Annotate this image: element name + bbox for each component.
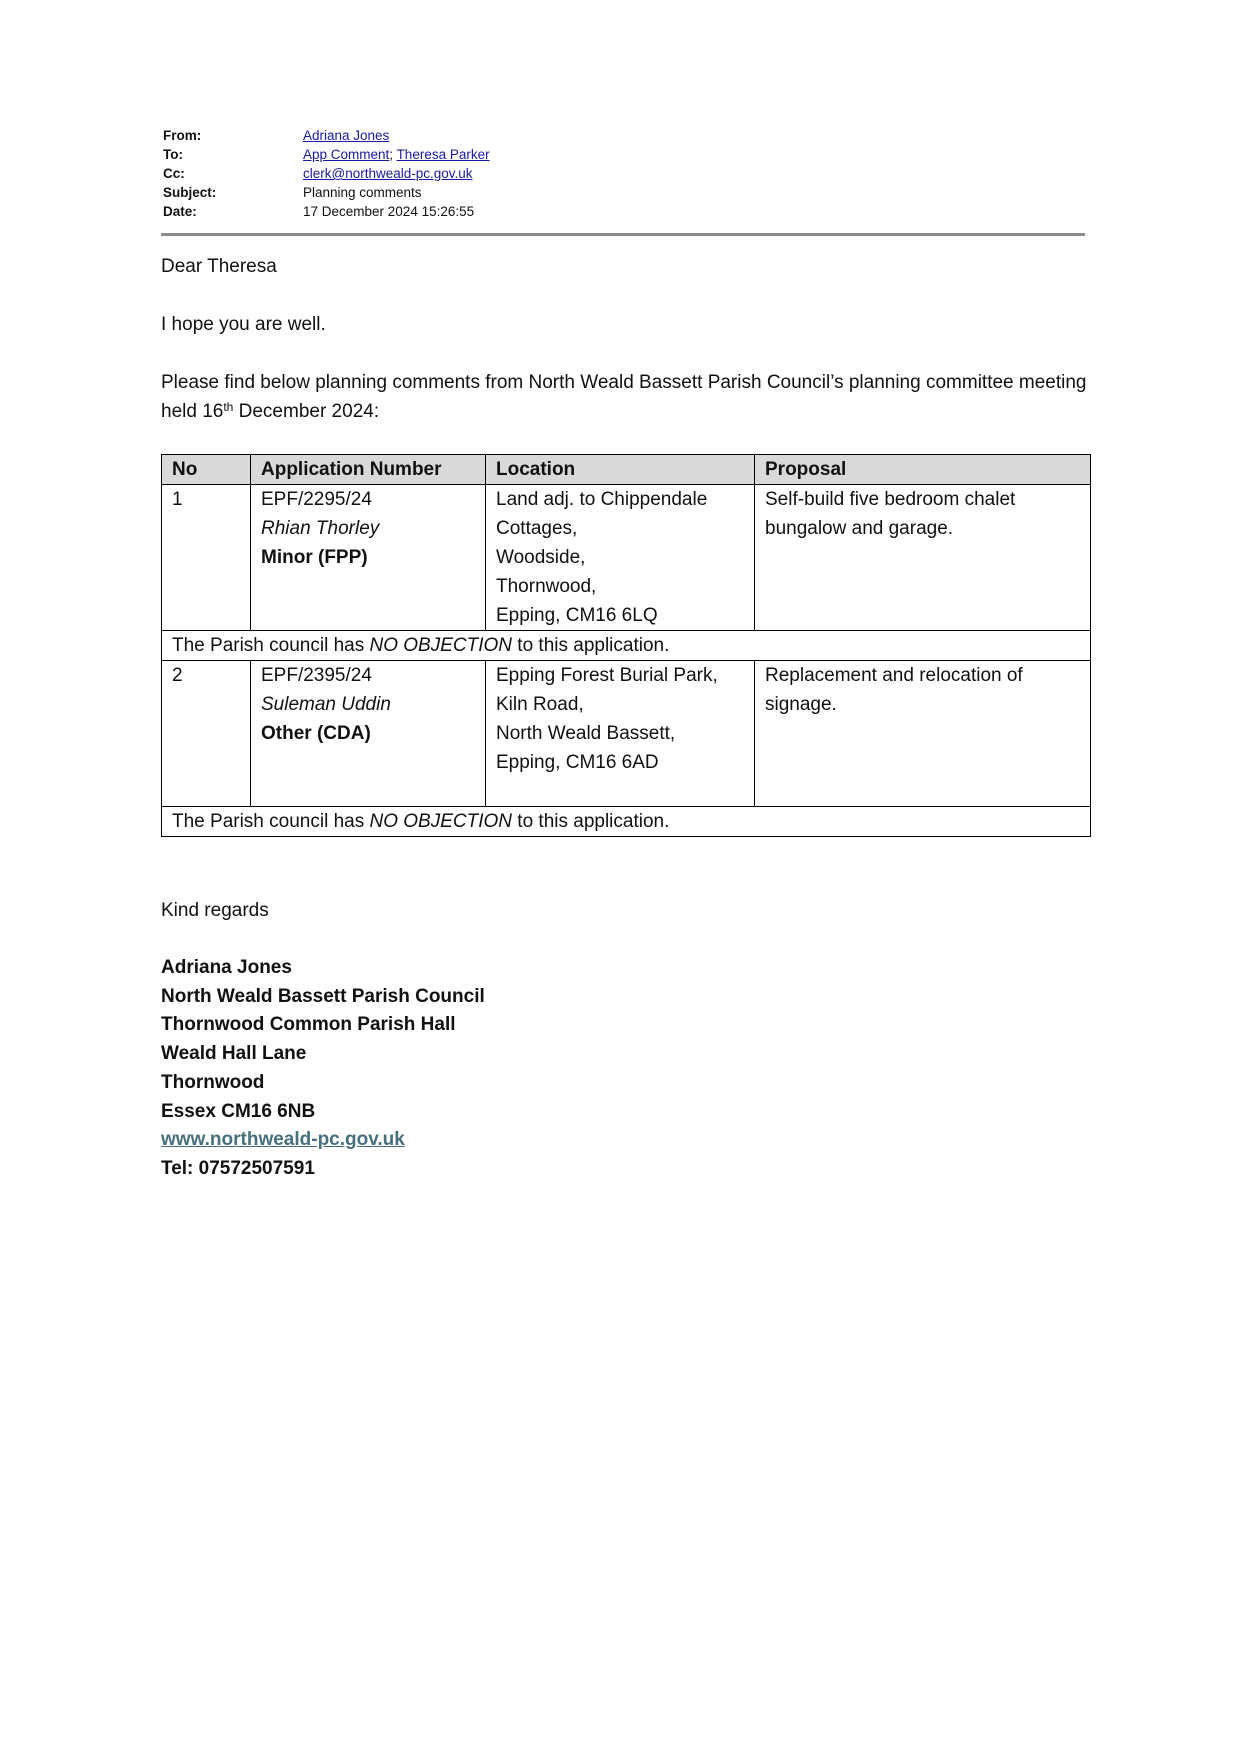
signature-org: North Weald Bassett Parish Council [161,985,485,1007]
cell-proposal: Self-build five bedroom chalet bungalow and garage. [755,485,1091,631]
decision-emphasis: NO OBJECTION [369,635,513,656]
location-line: North Weald Bassett, [496,723,676,744]
subject-label: Subject: [163,185,217,200]
date-row [163,202,1083,221]
location-line: Kiln Road, [496,694,584,715]
signature-block [161,954,485,1184]
signature-address-line: Thornwood [161,1071,265,1093]
signature-name: Adriana Jones [161,957,292,978]
email-header [163,126,1083,221]
table-row [162,485,1091,631]
cell-location [486,661,755,807]
location-line: Epping, CM16 6LQ [496,605,658,626]
cell-no: 2 [162,661,251,807]
header-divider [161,233,1085,236]
signature-address-line: Weald Hall Lane [161,1043,307,1065]
cell-decision: The Parish council has NO OBJECTION to this application. [162,631,1091,661]
table-note-row [162,631,1091,661]
intro-superscript: th [223,400,234,414]
signature-tel: Tel: 07572507591 [161,1157,315,1179]
cc-link[interactable]: clerk@northweald-pc.gov.uk [303,166,473,181]
closing-regards: Kind regards [161,900,269,921]
to-row [163,145,1083,164]
cell-application [251,485,486,631]
date-label: Date: [163,204,197,219]
cell-no: 1 [162,485,251,631]
application-type: Minor (FPP) [261,547,368,568]
date-value: 17 December 2024 15:26:55 [303,204,475,219]
cc-label: Cc: [163,166,185,181]
applicant-name: Suleman Uddin [261,694,391,715]
cell-proposal: Replacement and relocation of signage. [755,661,1091,807]
from-label: From: [163,128,202,143]
table-row [162,661,1091,807]
signature-address-line: Essex CM16 6NB [161,1100,316,1122]
to-separator: ; [389,147,397,162]
greeting: Dear Theresa [161,256,277,277]
subject-value: Planning comments [303,185,422,200]
location-line: Epping, CM16 6AD [496,752,659,773]
location-line: Epping Forest Burial Park, [496,665,718,686]
cell-decision: The Parish council has NO OBJECTION to this application. [162,807,1091,837]
table-note-row [162,807,1091,837]
to-link-theresa-parker[interactable]: Theresa Parker [396,147,490,162]
location-line: Cottages, [496,518,578,539]
from-row [163,126,1083,145]
intro-text-end: December 2024: [233,401,380,422]
location-line: Land adj. to Chippendale [496,489,708,510]
cell-application [251,661,486,807]
hope-line: I hope you are well. [161,314,326,335]
applicant-name: Rhian Thorley [261,518,380,539]
website-link[interactable]: www.northweald-pc.gov.uk [161,1129,405,1151]
cc-row [163,164,1083,183]
to-link-app-comment[interactable]: App Comment [303,147,390,162]
application-type: Other (CDA) [261,723,371,744]
col-header-no: No [162,455,251,485]
location-line: Thornwood, [496,576,597,597]
planning-table [161,454,1091,837]
col-header-application: Application Number [251,455,486,485]
subject-row [163,183,1083,202]
to-label: To: [163,147,183,162]
cell-location [486,485,755,631]
col-header-location: Location [486,455,755,485]
intro-paragraph [161,368,1091,426]
location-line: Woodside, [496,547,586,568]
intro-text: Please find below planning comments from North Weald Bassett Parish Council’s planning committee meeting held 16 [161,372,1087,422]
application-ref: EPF/2295/24 [261,489,372,510]
decision-emphasis: NO OBJECTION [369,811,513,832]
table-header-row [162,455,1091,485]
col-header-proposal: Proposal [755,455,1091,485]
from-link[interactable]: Adriana Jones [303,128,390,143]
application-ref: EPF/2395/24 [261,665,372,686]
signature-address-line: Thornwood Common Parish Hall [161,1014,456,1036]
